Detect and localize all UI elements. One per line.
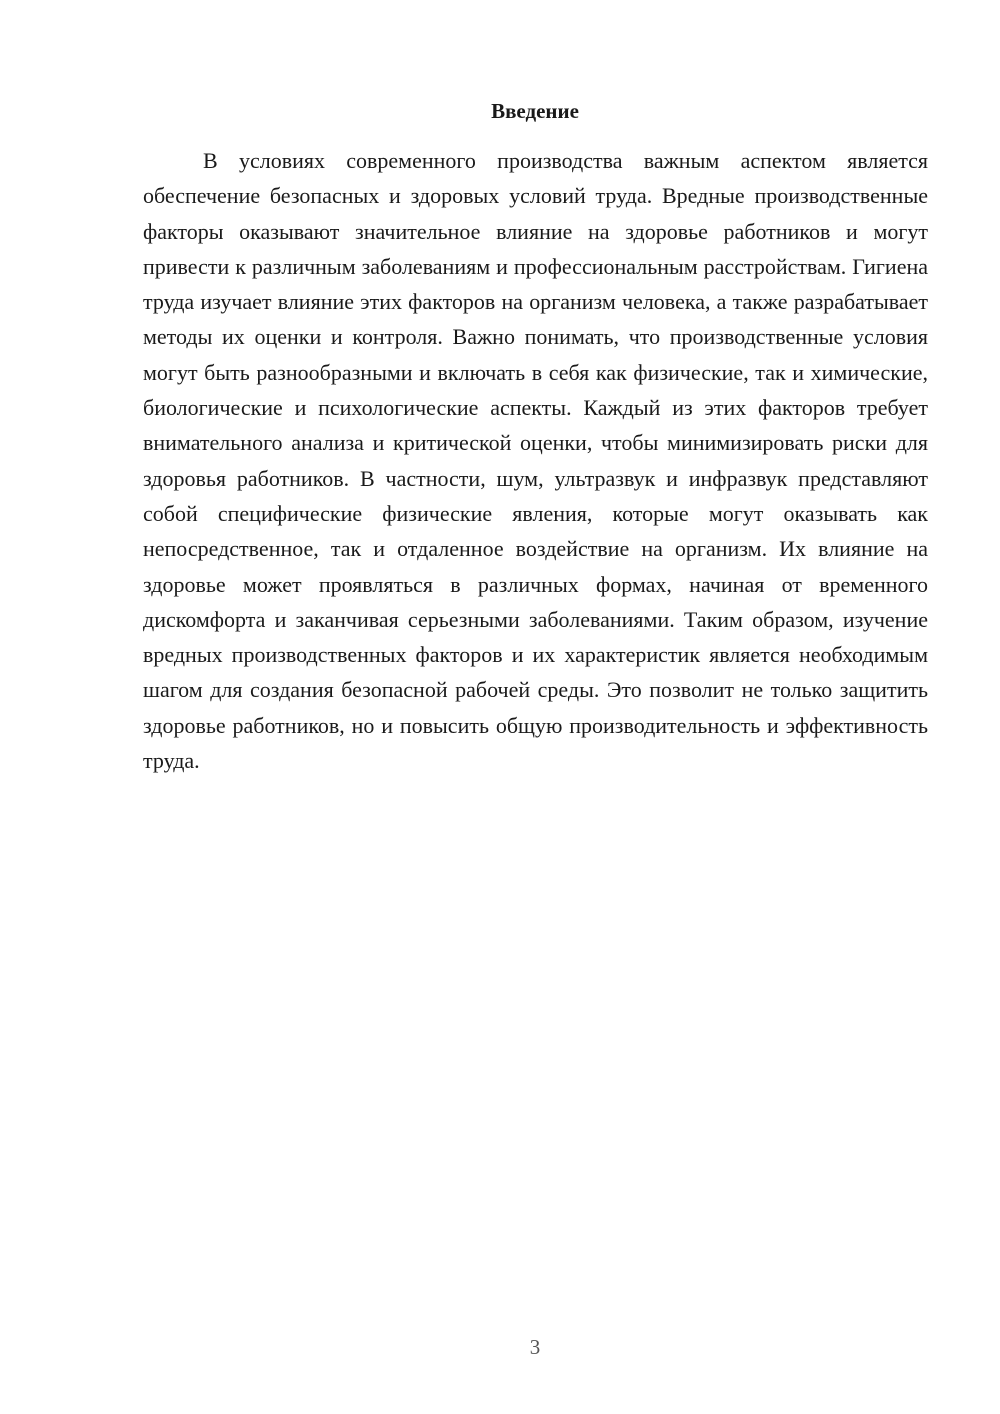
- page-title: Введение: [491, 99, 579, 123]
- page-number: 3: [529, 1335, 541, 1359]
- body-paragraph: В условиях современного производства важным аспектом является обеспечение безопасных и здоровых условий труда. Вредные производственные факторы оказывают значительное влияние на здоровье работников и могут привести к различным заболеваниям и профессиональным расстройствам. Гигиена труда изучает влияние этих факторов на организм человека, а также разрабатывает методы их оценки и контроля. Важно понимать, что производственные условия могут быть разнообразными и включать в себя как физические, так и химические, биологические и психологические аспекты. Каждый из этих факторов требует внимательного анализа и критической оценки, чтобы минимизировать риски для здоровья работников. В частности, шум, ультразвук и инфразвук представляют собой специфические физические явления, которые могут оказывать как непосредственное, так и отдаленное воздействие на организм. Их влияние на здоровье может проявляться в различных формах, начиная от временного дискомфорта и заканчивая серьезными заболеваниями. Таким образом, изучение вредных производственных факторов и их характеристик является необходимым шагом для создания безопасной рабочей среды. Это позволит не только защитить здоровье работников, но и повысить общую производительность и эффективность труда.: [143, 148, 928, 774]
